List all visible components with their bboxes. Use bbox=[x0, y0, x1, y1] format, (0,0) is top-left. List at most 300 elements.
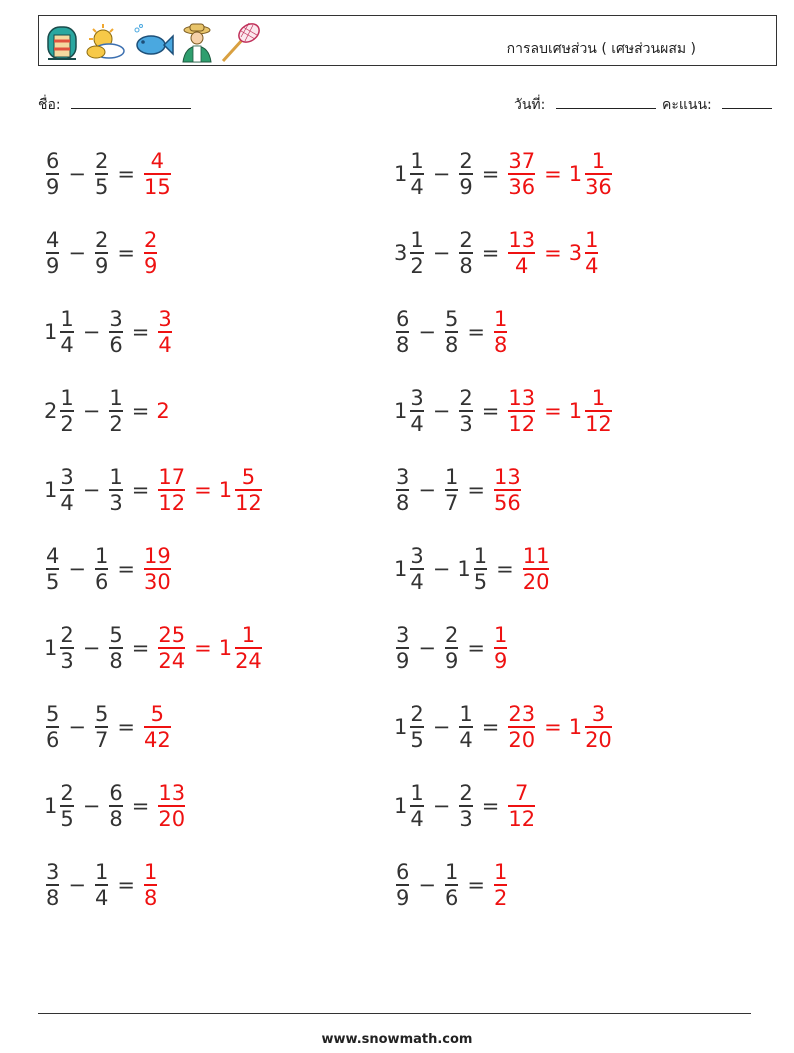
subtrahend-fraction bbox=[109, 623, 122, 673]
equals-sign: = bbox=[481, 399, 500, 423]
minuend-number bbox=[44, 307, 76, 357]
score-label: คะแนน: bbox=[662, 97, 712, 113]
minuend-number bbox=[394, 860, 411, 910]
answer-denominator: 20 bbox=[522, 570, 550, 594]
minuend-numerator: 4 bbox=[46, 544, 60, 568]
minuend-numerator: 3 bbox=[60, 465, 74, 489]
subtrahend-denominator: 9 bbox=[459, 175, 473, 199]
subtrahend-fraction bbox=[459, 228, 472, 278]
minuend-fraction bbox=[396, 623, 409, 673]
answer-mixed-denominator: 4 bbox=[585, 254, 599, 278]
subtrahend-numerator: 2 bbox=[94, 228, 109, 252]
subtrahend-numerator: 6 bbox=[109, 781, 123, 805]
subtrahend-fraction bbox=[95, 702, 108, 752]
answer-denominator: 30 bbox=[143, 570, 171, 594]
name-field bbox=[38, 94, 191, 116]
answer-fraction bbox=[158, 307, 171, 357]
subtrahend-numerator: 1 bbox=[109, 386, 123, 410]
answer bbox=[142, 860, 159, 910]
subtrahend-fraction bbox=[445, 860, 458, 910]
answer-fraction bbox=[158, 465, 185, 515]
minus-sign: − bbox=[82, 478, 101, 502]
minuend-numerator: 1 bbox=[60, 386, 74, 410]
minuend-fraction bbox=[46, 544, 59, 594]
score-blank[interactable] bbox=[722, 94, 772, 109]
minuend-denominator: 4 bbox=[410, 807, 424, 831]
answer-number bbox=[156, 307, 173, 357]
minuend-numerator: 1 bbox=[410, 228, 424, 252]
subtrahend-fraction bbox=[459, 702, 472, 752]
answer-numerator: 1 bbox=[493, 307, 508, 331]
minus-sign: − bbox=[432, 241, 451, 265]
equals-sign: = bbox=[131, 320, 150, 344]
subtrahend-number bbox=[457, 228, 474, 278]
answer-number bbox=[506, 386, 537, 436]
subtrahend-number bbox=[443, 623, 460, 673]
subtrahend-numerator: 5 bbox=[444, 307, 459, 331]
problem-item bbox=[394, 146, 614, 202]
subtrahend-numerator: 3 bbox=[109, 307, 123, 331]
answer bbox=[506, 228, 600, 278]
answer-mixed-whole: 1 bbox=[568, 399, 583, 423]
equals-sign: = bbox=[117, 241, 135, 265]
answer bbox=[156, 781, 187, 831]
subtrahend-number bbox=[457, 781, 474, 831]
minuend-denominator: 2 bbox=[60, 412, 74, 436]
answer-fraction bbox=[494, 465, 521, 515]
problem-item bbox=[394, 857, 509, 913]
answer-numerator: 13 bbox=[508, 228, 536, 252]
subtrahend-denominator: 3 bbox=[459, 807, 473, 831]
answer-mixed-whole: 3 bbox=[568, 241, 583, 265]
answer-mixed-fraction bbox=[235, 623, 262, 673]
problem-item bbox=[44, 857, 159, 913]
equals-sign: = bbox=[131, 794, 150, 818]
minuend-denominator: 8 bbox=[46, 886, 60, 910]
answer-numerator: 11 bbox=[522, 544, 550, 568]
equals-sign: = bbox=[117, 873, 135, 897]
minus-sign: − bbox=[82, 320, 101, 344]
subtrahend-numerator: 1 bbox=[459, 702, 473, 726]
subtrahend-numerator: 1 bbox=[94, 860, 109, 884]
minuend-fraction bbox=[60, 307, 73, 357]
problem-item bbox=[394, 304, 509, 360]
answer bbox=[506, 781, 537, 831]
minus-sign: − bbox=[68, 557, 86, 581]
subtrahend-numerator: 5 bbox=[94, 702, 109, 726]
answer-numerator: 7 bbox=[515, 781, 529, 805]
minuend-number bbox=[394, 149, 426, 199]
answer-mixed-whole: 1 bbox=[568, 162, 583, 186]
subtrahend-denominator: 8 bbox=[444, 333, 459, 357]
fish-icon bbox=[131, 21, 175, 63]
problem-item bbox=[44, 383, 171, 439]
minuend-whole: 1 bbox=[394, 399, 408, 423]
subtrahend-numerator: 1 bbox=[444, 860, 459, 884]
minuend-numerator: 2 bbox=[410, 702, 424, 726]
answer-mixed-denominator: 36 bbox=[585, 175, 612, 199]
answer-fraction bbox=[508, 781, 535, 831]
footer-url: www.snowmath.com bbox=[321, 1032, 473, 1047]
answer-fraction bbox=[508, 149, 535, 199]
minuend-denominator: 5 bbox=[46, 570, 60, 594]
minuend-numerator: 3 bbox=[410, 544, 424, 568]
answer-number bbox=[492, 465, 523, 515]
subtrahend-denominator: 6 bbox=[444, 886, 459, 910]
subtrahend-fraction bbox=[109, 465, 122, 515]
answer-denominator: 42 bbox=[143, 728, 171, 752]
minuend-number bbox=[44, 860, 61, 910]
minuend-number bbox=[394, 544, 426, 594]
subtrahend-fraction bbox=[445, 307, 458, 357]
answer-mixed-number bbox=[569, 228, 601, 278]
subtrahend-fraction bbox=[95, 860, 108, 910]
subtrahend-denominator: 2 bbox=[109, 412, 123, 436]
minuend-fraction bbox=[410, 228, 423, 278]
answer-fraction bbox=[494, 623, 507, 673]
minuend-number bbox=[394, 228, 426, 278]
answer-numerator: 5 bbox=[150, 702, 165, 726]
subtrahend-fraction bbox=[474, 544, 487, 594]
minuend-numerator: 3 bbox=[410, 386, 424, 410]
problem-item bbox=[44, 304, 174, 360]
subtrahend-numerator: 5 bbox=[109, 623, 123, 647]
answer-number bbox=[142, 149, 173, 199]
answer bbox=[142, 702, 173, 752]
answer-numerator: 37 bbox=[508, 149, 536, 173]
problem-item bbox=[44, 225, 159, 281]
minuend-numerator: 4 bbox=[46, 228, 60, 252]
answer bbox=[521, 544, 552, 594]
minuend-number bbox=[394, 702, 426, 752]
answer-mixed-fraction bbox=[585, 228, 598, 278]
minuend-whole: 2 bbox=[44, 399, 58, 423]
answer-denominator: 20 bbox=[508, 728, 536, 752]
answer-numerator: 25 bbox=[158, 623, 186, 647]
minuend-whole: 1 bbox=[394, 715, 408, 739]
equals-sign: = bbox=[117, 557, 135, 581]
minuend-fraction bbox=[410, 781, 423, 831]
answer-mixed-number bbox=[569, 386, 614, 436]
answer-denominator: 9 bbox=[143, 254, 158, 278]
problem-item bbox=[394, 778, 537, 834]
answer-numerator: 13 bbox=[493, 465, 521, 489]
answer-numerator: 4 bbox=[150, 149, 165, 173]
subtrahend-number bbox=[457, 544, 489, 594]
subtrahend-denominator: 5 bbox=[473, 570, 488, 594]
answer-numerator: 13 bbox=[158, 781, 186, 805]
answer-numerator: 17 bbox=[158, 465, 186, 489]
answer-number bbox=[492, 307, 509, 357]
answer bbox=[142, 228, 159, 278]
subtrahend-denominator: 9 bbox=[94, 254, 109, 278]
answer-mixed-numerator: 1 bbox=[591, 149, 606, 173]
minuend-denominator: 3 bbox=[60, 649, 74, 673]
answer-fraction bbox=[508, 702, 535, 752]
answer-numerator: 3 bbox=[158, 307, 172, 331]
minuend-whole: 1 bbox=[44, 478, 58, 502]
subtrahend-number bbox=[443, 307, 460, 357]
footer-divider bbox=[38, 1013, 751, 1014]
equals-sign: = bbox=[467, 320, 485, 344]
minus-sign: − bbox=[68, 715, 86, 739]
minuend-number bbox=[44, 544, 61, 594]
answer-equals-sign: = bbox=[544, 399, 562, 423]
minuend-fraction bbox=[46, 228, 59, 278]
minuend-whole: 1 bbox=[44, 320, 58, 344]
minuend-number bbox=[394, 465, 411, 515]
date-blank[interactable] bbox=[556, 94, 656, 109]
minus-sign: − bbox=[82, 399, 101, 423]
equals-sign: = bbox=[467, 478, 485, 502]
minuend-number bbox=[44, 623, 76, 673]
minuend-whole: 1 bbox=[44, 794, 58, 818]
answer-mixed-denominator: 12 bbox=[585, 412, 612, 436]
answer bbox=[156, 307, 173, 357]
subtrahend-fraction bbox=[445, 465, 458, 515]
minuend-denominator: 9 bbox=[396, 649, 410, 673]
problem-item bbox=[394, 225, 600, 281]
subtrahend-number bbox=[443, 860, 460, 910]
subtrahend-fraction bbox=[109, 781, 122, 831]
subtrahend-numerator: 1 bbox=[109, 465, 123, 489]
minus-sign: − bbox=[418, 320, 436, 344]
fishing-net-icon bbox=[219, 21, 263, 63]
answer-numerator: 13 bbox=[508, 386, 536, 410]
subtrahend-fraction bbox=[459, 781, 472, 831]
sun-cloud-icon bbox=[83, 21, 127, 63]
answer bbox=[492, 623, 509, 673]
minuend-denominator: 9 bbox=[46, 254, 60, 278]
minus-sign: − bbox=[418, 873, 436, 897]
answer-number bbox=[156, 781, 187, 831]
subtrahend-numerator: 1 bbox=[444, 465, 459, 489]
answer-number bbox=[142, 228, 159, 278]
minuend-whole: 1 bbox=[394, 794, 408, 818]
equals-sign: = bbox=[131, 636, 150, 660]
header-icons bbox=[45, 20, 263, 64]
equals-sign: = bbox=[117, 715, 135, 739]
subtrahend-fraction bbox=[109, 307, 122, 357]
answer-fraction bbox=[144, 544, 171, 594]
answer bbox=[492, 860, 509, 910]
subtrahend-number bbox=[107, 386, 124, 436]
minuend-fraction bbox=[46, 860, 59, 910]
answer-mixed-fraction bbox=[585, 386, 612, 436]
minuend-numerator: 1 bbox=[410, 781, 424, 805]
answer-denominator: 36 bbox=[508, 175, 536, 199]
answer-numerator: 2 bbox=[143, 228, 158, 252]
minus-sign: − bbox=[418, 636, 436, 660]
minus-sign: − bbox=[82, 636, 101, 660]
answer-number bbox=[506, 228, 537, 278]
answer bbox=[506, 149, 613, 199]
answer-equals-sign: = bbox=[194, 478, 212, 502]
problem-item bbox=[44, 462, 264, 518]
minuend-denominator: 8 bbox=[396, 333, 410, 357]
minuend-denominator: 4 bbox=[410, 175, 424, 199]
subtrahend-numerator: 2 bbox=[459, 781, 473, 805]
subtrahend-denominator: 5 bbox=[94, 175, 109, 199]
equals-sign: = bbox=[481, 794, 500, 818]
subtrahend-denominator: 6 bbox=[94, 570, 109, 594]
problem-item bbox=[44, 699, 173, 755]
minus-sign: − bbox=[432, 794, 451, 818]
subtrahend-denominator: 7 bbox=[94, 728, 109, 752]
answer-mixed-numerator: 1 bbox=[241, 623, 256, 647]
answer-mixed-denominator: 12 bbox=[235, 491, 262, 515]
minus-sign: − bbox=[68, 162, 86, 186]
subtrahend-numerator: 2 bbox=[459, 386, 473, 410]
name-blank[interactable] bbox=[71, 94, 191, 109]
minuend-denominator: 4 bbox=[60, 491, 74, 515]
answer-number bbox=[142, 702, 173, 752]
date-field bbox=[514, 94, 656, 116]
answer-fraction bbox=[158, 781, 185, 831]
answer-denominator: 20 bbox=[158, 807, 186, 831]
answer-fraction bbox=[494, 860, 507, 910]
minuend-numerator: 3 bbox=[46, 860, 60, 884]
problem-item bbox=[394, 383, 614, 439]
answer-denominator: 4 bbox=[515, 254, 529, 278]
subtrahend-fraction bbox=[109, 386, 122, 436]
minuend-fraction bbox=[60, 465, 73, 515]
minuend-denominator: 4 bbox=[410, 570, 424, 594]
answer bbox=[492, 307, 509, 357]
answer-equals-sign: = bbox=[194, 636, 212, 660]
equals-sign: = bbox=[467, 636, 485, 660]
minuend-numerator: 6 bbox=[46, 149, 60, 173]
problem-item bbox=[44, 620, 264, 676]
answer-number bbox=[142, 860, 159, 910]
minuend-fraction bbox=[396, 465, 409, 515]
minus-sign: − bbox=[432, 162, 451, 186]
problem-item bbox=[394, 462, 523, 518]
subtrahend-denominator: 4 bbox=[94, 886, 109, 910]
subtrahend-fraction bbox=[95, 544, 108, 594]
minuend-fraction bbox=[396, 307, 409, 357]
equals-sign: = bbox=[481, 162, 500, 186]
minuend-fraction bbox=[410, 149, 423, 199]
answer-mixed-fraction bbox=[235, 465, 262, 515]
fisherman-icon bbox=[179, 21, 215, 63]
problem-item bbox=[394, 699, 614, 755]
subtrahend-fraction bbox=[459, 149, 472, 199]
subtrahend-number bbox=[93, 228, 110, 278]
subtrahend-fraction bbox=[445, 623, 458, 673]
minuend-fraction bbox=[410, 702, 423, 752]
minuend-number bbox=[44, 149, 61, 199]
answer-denominator: 12 bbox=[508, 807, 536, 831]
minuend-number bbox=[44, 781, 76, 831]
answer-denominator: 12 bbox=[158, 491, 186, 515]
answer-mixed-number bbox=[569, 702, 614, 752]
score-field bbox=[662, 94, 772, 116]
subtrahend-whole: 1 bbox=[457, 557, 471, 581]
subtrahend-numerator: 1 bbox=[473, 544, 488, 568]
answer-mixed-numerator: 1 bbox=[585, 228, 599, 252]
problem-item bbox=[394, 541, 551, 597]
answer-denominator: 4 bbox=[158, 333, 172, 357]
answer-mixed-fraction bbox=[585, 702, 612, 752]
answer-number bbox=[156, 623, 187, 673]
answer-fraction bbox=[158, 623, 185, 673]
answer bbox=[156, 465, 263, 515]
minuend-number bbox=[394, 623, 411, 673]
minuend-number bbox=[44, 465, 76, 515]
subtrahend-number bbox=[107, 465, 124, 515]
minuend-numerator: 2 bbox=[60, 781, 74, 805]
equals-sign: = bbox=[117, 162, 135, 186]
answer-mixed-number bbox=[219, 465, 264, 515]
answer-fraction bbox=[144, 228, 157, 278]
minus-sign: − bbox=[432, 715, 451, 739]
answer-whole: 2 bbox=[156, 399, 170, 423]
worksheet-header bbox=[38, 15, 777, 66]
answer-fraction bbox=[508, 386, 535, 436]
subtrahend-number bbox=[93, 702, 110, 752]
minuend-whole: 1 bbox=[394, 162, 408, 186]
answer-number bbox=[156, 399, 170, 423]
answer-mixed-whole: 1 bbox=[218, 636, 233, 660]
answer-numerator: 19 bbox=[143, 544, 171, 568]
answer-denominator: 12 bbox=[508, 412, 536, 436]
equals-sign: = bbox=[481, 715, 500, 739]
subtrahend-fraction bbox=[459, 386, 472, 436]
answer-fraction bbox=[494, 307, 507, 357]
problem-item bbox=[44, 146, 173, 202]
subtrahend-denominator: 4 bbox=[459, 728, 473, 752]
answer-mixed-denominator: 24 bbox=[235, 649, 262, 673]
minuend-fraction bbox=[410, 544, 423, 594]
minuend-number bbox=[44, 386, 76, 436]
answer-equals-sign: = bbox=[544, 162, 562, 186]
answer-denominator: 8 bbox=[143, 886, 158, 910]
minuend-denominator: 8 bbox=[396, 491, 410, 515]
answer-denominator: 24 bbox=[158, 649, 186, 673]
answer-denominator: 9 bbox=[493, 649, 508, 673]
minuend-number bbox=[394, 386, 426, 436]
subtrahend-number bbox=[93, 860, 110, 910]
minuend-denominator: 9 bbox=[46, 175, 60, 199]
minuend-denominator: 9 bbox=[396, 886, 410, 910]
answer bbox=[506, 386, 613, 436]
answer-mixed-whole: 1 bbox=[568, 715, 583, 739]
equals-sign: = bbox=[131, 399, 150, 423]
minuend-fraction bbox=[60, 623, 73, 673]
minus-sign: − bbox=[432, 557, 451, 581]
subtrahend-number bbox=[457, 702, 474, 752]
minuend-whole: 3 bbox=[394, 241, 408, 265]
answer bbox=[492, 465, 523, 515]
raft-icon bbox=[45, 21, 79, 63]
minuend-fraction bbox=[46, 149, 59, 199]
equals-sign: = bbox=[467, 873, 485, 897]
minuend-numerator: 1 bbox=[410, 149, 424, 173]
answer-number bbox=[521, 544, 552, 594]
minuend-numerator: 2 bbox=[60, 623, 74, 647]
subtrahend-number bbox=[107, 623, 124, 673]
minuend-whole: 1 bbox=[44, 636, 58, 660]
answer-mixed-numerator: 5 bbox=[241, 465, 256, 489]
subtrahend-denominator: 7 bbox=[444, 491, 459, 515]
name-label: ชื่อ: bbox=[38, 97, 61, 113]
problem-item bbox=[44, 778, 187, 834]
answer-fraction bbox=[144, 702, 171, 752]
answer-number bbox=[506, 781, 537, 831]
subtrahend-denominator: 3 bbox=[109, 491, 123, 515]
answer-number bbox=[506, 702, 537, 752]
